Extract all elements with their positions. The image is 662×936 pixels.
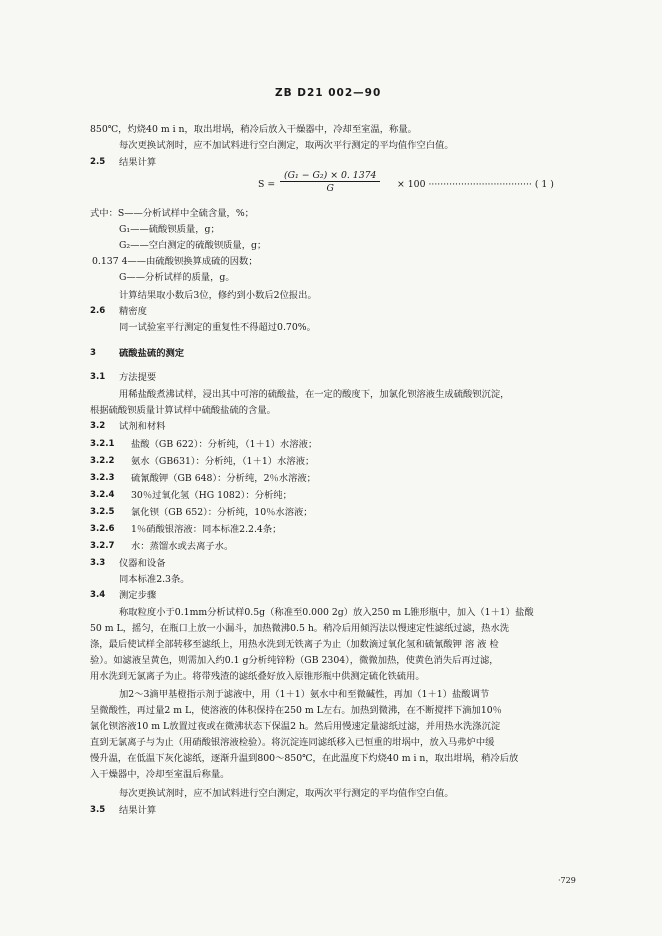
chapter-title: 硫酸盐硫的测定	[119, 348, 185, 359]
prev-paragraph-line: 850℃，灼烧40 m i n，取出坩埚，稍冷后放入干燥器中，冷却至室温，称量。	[90, 124, 417, 135]
paragraph-line: 同本标准2.3条。	[119, 574, 190, 585]
section-number: 2.6	[90, 306, 106, 316]
section-number: 3.2	[90, 421, 106, 431]
formula-tail: × 100 ··································· ( 1 )	[397, 179, 554, 190]
paragraph-line: 称取粒度小于0.1mm分析试样0.5g（称准至0.000 2g）放入250 m L锥形瓶中，加入（1＋1）盐酸	[119, 607, 534, 618]
paragraph-line: 入干燥器中，冷却至室温后称量。	[90, 769, 230, 780]
section-title: 测定步骤	[119, 590, 157, 601]
page-number: ·729	[558, 876, 576, 885]
rounding-note: 计算结果取小数后3位，修约到小数后2位报出。	[119, 290, 317, 301]
paragraph-line: 用稀盐酸煮沸试样，浸出其中可溶的硫酸盐，在一定的酸度下，加氯化钡溶液生成硫酸钡沉淀，	[119, 389, 510, 400]
section-number: 2.5	[90, 157, 106, 167]
reagent-item: 氨水（GB631）：分析纯，（1＋1）水溶液；	[131, 456, 315, 467]
symbol-definition: 0.137 4——由硫酸钡换算成硫的因数；	[92, 256, 258, 267]
reagent-item: 盐酸（GB 622）：分析纯，（1＋1）水溶液；	[131, 439, 318, 450]
paragraph-line: 50 m L，摇匀，在瓶口上放一小漏斗，加热微沸0.5 h。稍冷后用倾泻法以慢速定性滤纸过滤，热水洗	[90, 623, 510, 634]
formula-numerator: (G₁ − G₂) × 0. 1374	[280, 171, 380, 182]
paragraph-line: 涤，最后使试样全部转移至滤纸上，用热水洗到无铁离子为止（加数滴过氧化氢和硫氰酸钾 溶 液 检	[90, 639, 499, 650]
paragraph-line: 加2～3滴甲基橙指示剂于滤液中，用（1＋1）氨水中和至微碱性，再加（1＋1）盐酸调节	[119, 689, 490, 700]
section-number: 3.1	[90, 372, 106, 382]
reagent-item: 硫氰酸钾（GB 648）：分析纯，2％水溶液；	[131, 473, 316, 484]
item-number: 3.2.7	[90, 541, 115, 551]
paragraph-line: 用水洗到无氯离子为止。将带残渣的滤纸叠好放入原锥形瓶中供测定硫化铁硫用。	[90, 671, 425, 682]
section-title: 精密度	[119, 306, 147, 317]
paragraph-line: 验）。如滤液呈黄色，则需加入约0.1 g分析纯锌粉（GB 2304），微微加热，使黄色消失后再过滤，	[90, 655, 499, 666]
paragraph-line: 同一试验室平行测定的重复性不得超过0.70%。	[119, 322, 316, 333]
section-title: 方法提要	[119, 372, 157, 383]
symbol-definition: G₂——空白测定的硫酸钡质量，g；	[119, 240, 267, 251]
chapter-number: 3	[90, 348, 96, 358]
prev-paragraph-line: 每次更换试剂时，应不加试料进行空白测定，取两次平行测定的平均值作空白值。	[119, 140, 454, 151]
paragraph-line: 慢升温，在低温下灰化滤纸，逐渐升温到800～850℃，在此温度下灼烧40 m i n，取出坩埚，稍冷后放	[90, 753, 519, 764]
item-number: 3.2.5	[90, 507, 115, 517]
paragraph-line: 氯化钡溶液10 m L放置过夜或在微沸状态下保温2 h。然后用慢速定量滤纸过滤，并用热水洗涤沉淀	[90, 721, 501, 732]
section-number: 3.3	[90, 558, 106, 568]
reagent-item: 30％过氧化氢（HG 1082）：分析纯；	[131, 490, 292, 501]
section-title: 结果计算	[119, 805, 157, 816]
reagent-item: 1％硝酸银溶液：同本标准2.2.4条；	[131, 524, 282, 535]
formula-fraction	[280, 171, 380, 194]
reagent-item: 水：蒸馏水或去离子水。	[131, 541, 234, 552]
section-title: 结果计算	[119, 157, 157, 168]
paragraph-line: 呈微酸性，再过量2 m L，使溶液的体积保持在250 m L左右。加热到微沸，在不断搅拌下滴加10％	[90, 705, 502, 716]
item-number: 3.2.2	[90, 456, 115, 466]
section-title: 仪器和设备	[119, 558, 166, 569]
section-number: 3.5	[90, 805, 106, 815]
paragraph-line: 每次更换试剂时，应不加试料进行空白测定，取两次平行测定的平均值作空白值。	[119, 788, 454, 799]
reagent-item: 氯化钡（GB 652）：分析纯，10％水溶液；	[131, 507, 313, 518]
symbol-definition: G₁——硫酸钡质量，g；	[119, 224, 220, 235]
formula-denominator: G	[326, 183, 334, 195]
section-title: 试剂和材料	[119, 421, 166, 432]
item-number: 3.2.1	[90, 439, 115, 449]
paragraph-line: 直到无氯离子与为止（用硝酸银溶液检验）。将沉淀连同滤纸移入已恒重的坩埚中，放入马弗炉中缓	[90, 737, 495, 748]
symbol-definition: 式中：S——分析试样中全硫含量，%；	[90, 208, 254, 219]
item-number: 3.2.4	[90, 490, 115, 500]
symbol-definition: G——分析试样的质量，g。	[119, 272, 235, 283]
paragraph-line: 根据硫酸钡质量计算试样中硫酸盐硫的含量。	[90, 405, 276, 416]
section-number: 3.4	[90, 590, 106, 600]
document-code: ZB D21 002—90	[275, 87, 382, 99]
formula-lhs: S =	[258, 179, 276, 190]
item-number: 3.2.3	[90, 473, 115, 483]
item-number: 3.2.6	[90, 524, 115, 534]
